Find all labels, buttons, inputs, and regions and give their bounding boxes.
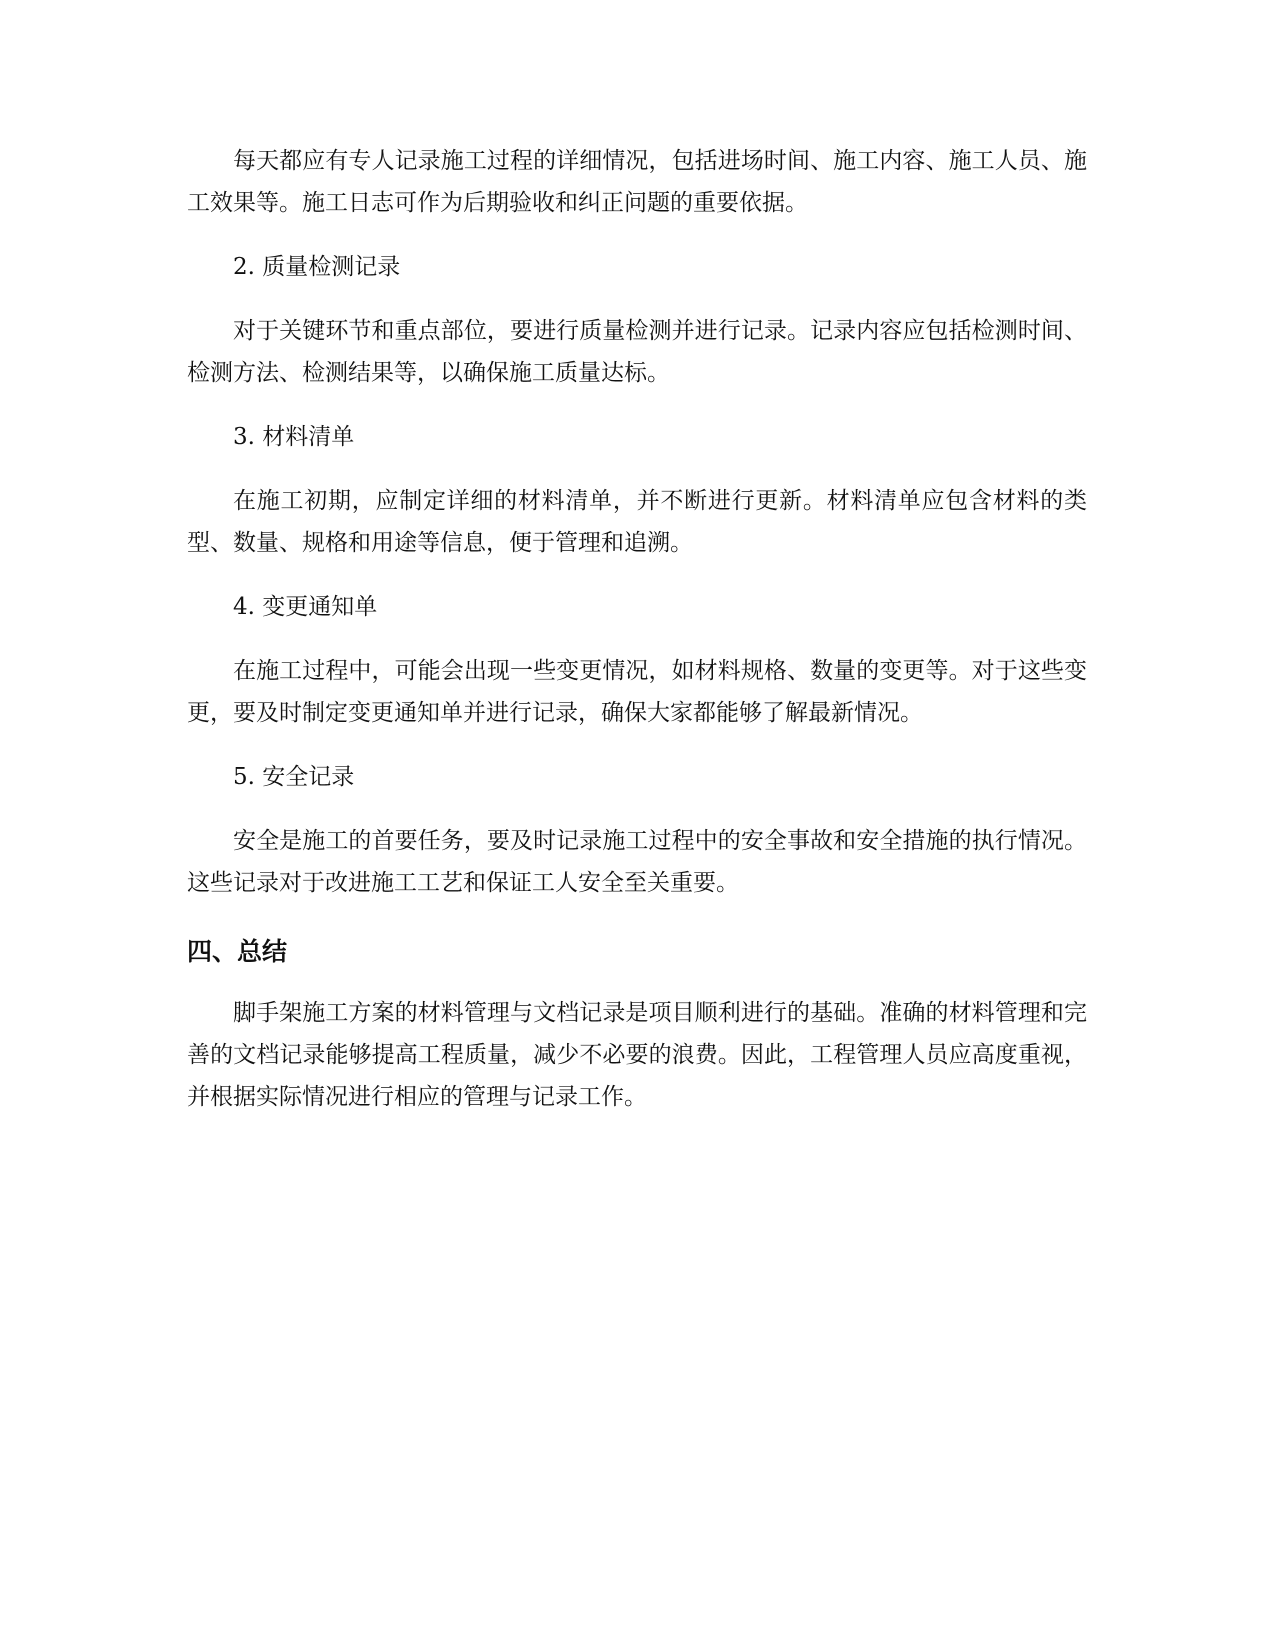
document-content [187, 140, 1087, 1140]
paragraph-change-notice: 在施工过程中，可能会出现一些变更情况，如材料规格、数量的变更等。对于这些变更，要及时制定变更通知单并进行记录，确保大家都能够了解最新情况。 [187, 658, 1087, 726]
subheading-quality-inspection: 2. 质量检测记录 [233, 254, 401, 280]
section-title-summary: 四、总结 [187, 937, 288, 966]
subheading-safety-record: 5. 安全记录 [233, 764, 355, 790]
paragraph-construction-log: 每天都应有专人记录施工过程的详细情况，包括进场时间、施工内容、施工人员、施工效果等。施工日志可作为后期验收和纠正问题的重要依据。 [187, 148, 1087, 216]
subheading-change-notice: 4. 变更通知单 [233, 594, 378, 620]
paragraph-material-list: 在施工初期，应制定详细的材料清单，并不断进行更新。材料清单应包含材料的类型、数量、规格和用途等信息，便于管理和追溯。 [187, 488, 1087, 556]
paragraph-safety-record: 安全是施工的首要任务，要及时记录施工过程中的安全事故和安全措施的执行情况。这些记录对于改进施工工艺和保证工人安全至关重要。 [187, 828, 1087, 896]
subheading-material-list: 3. 材料清单 [233, 424, 355, 450]
paragraph-summary: 脚手架施工方案的材料管理与文档记录是项目顺利进行的基础。准确的材料管理和完善的文档记录能够提高工程质量，减少不必要的浪费。因此，工程管理人员应高度重视，并根据实际情况进行相应的管理与记录工作。 [187, 1000, 1087, 1110]
paragraph-quality-inspection: 对于关键环节和重点部位，要进行质量检测并进行记录。记录内容应包括检测时间、检测方法、检测结果等，以确保施工质量达标。 [187, 318, 1087, 386]
